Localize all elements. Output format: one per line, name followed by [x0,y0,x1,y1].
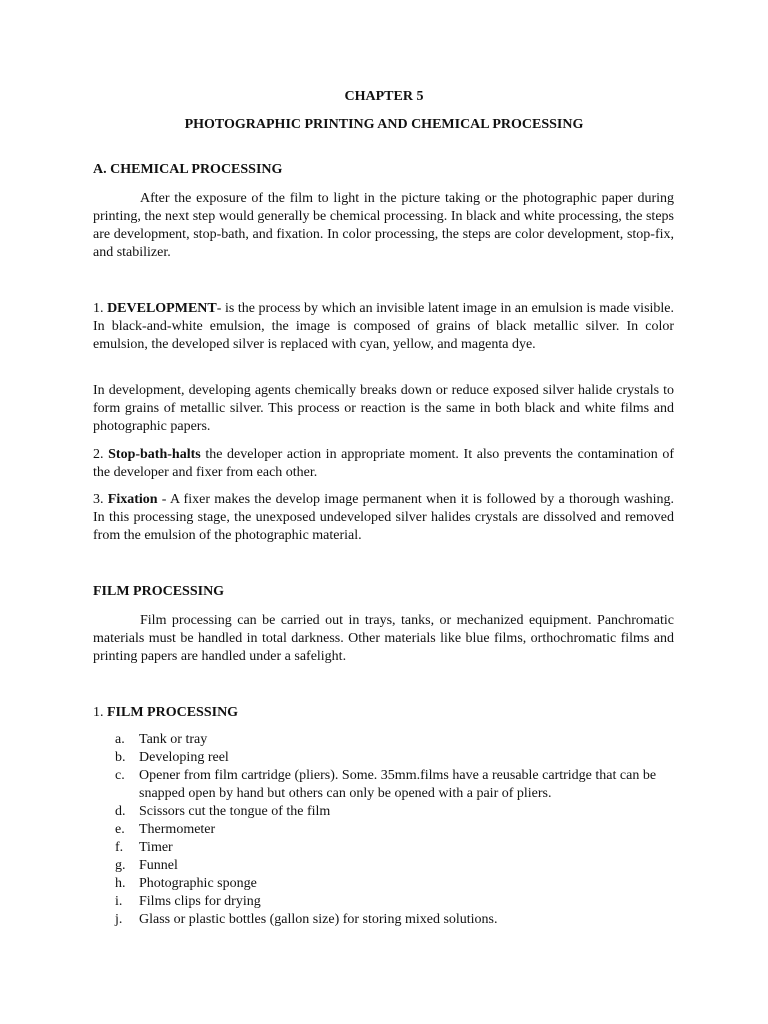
list-item-text: Films clips for drying [139,894,261,909]
list-item-text: Timer [139,840,173,855]
step-term: Stop-bath-halts [108,447,201,462]
list-item [93,731,674,749]
list-marker: c. [115,768,125,783]
list-item [93,803,674,821]
chemical-processing-intro: After the exposure of the film to light in the picture taking or the photographic paper during printing, the next step would generally be chemical processing. In black and white processing, the steps are development, stop-bath, and fixation. In color processing, the steps are color development, stop-fix, and stabilizer. [93,191,674,260]
list-item-text: Photographic sponge [139,876,257,891]
step-text: - A fixer makes the develop image permanent when it is followed by a thorough washing. In this processing stage, the unexposed undeveloped silver halides crystals are dissolved and removed from the emulsion of the photographic material. [93,492,674,543]
equipment-list [93,731,674,929]
step-fixation [93,491,674,545]
list-marker: d. [115,804,126,819]
list-item-text: Thermometer [139,822,216,837]
list-item [93,857,674,875]
list-marker: i. [115,894,123,909]
step-number: 2. [93,447,109,462]
list-item-text: Tank or tray [139,732,208,747]
list-item-text: Funnel [139,858,178,873]
step-term: DEVELOPMENT [107,301,217,316]
section-heading-chemical-processing: A. CHEMICAL PROCESSING [93,162,283,177]
list-marker: e. [115,822,125,837]
step-text: - is the process by which an invisible latent image in an emulsion is made visible. In black-and-white emulsion, the image is composed of grains of black metallic silver. In color emulsion, the developed silver is replaced with cyan, yellow, and magenta dye. [93,301,675,352]
step-text: the developer action in appropriate moment. It also prevents the contamination of the developer and fixer from each other. [93,447,674,480]
equipment-title: FILM PROCESSING [107,705,239,720]
chapter-title: PHOTOGRAPHIC PRINTING AND CHEMICAL PROCESSING [184,117,584,132]
list-item [93,821,674,839]
list-item [93,911,674,929]
section-heading-film-processing: FILM PROCESSING [93,584,225,599]
list-marker: h. [115,876,126,891]
step-number: 1. [93,301,108,316]
list-item [93,767,674,803]
film-processing-intro: Film processing can be carried out in trays, tanks, or mechanized equipment. Panchromatic materials must be handled in total darkness. Other materials like blue films, orthochromatic films and printing papers are handled under a safelight. [93,613,674,664]
list-marker: f. [115,840,124,855]
list-item-text: Opener from film cartridge (pliers). Some. 35mm.films have a reusable cartridge that can be snapped open by hand but others can only be opened with a pair of pliers. [139,768,657,801]
list-item [93,839,674,857]
step-term: Fixation [107,492,158,507]
chapter-label: CHAPTER 5 [344,89,424,104]
list-marker: a. [115,732,125,747]
list-marker: g. [115,858,126,873]
step-stop-bath [93,446,674,482]
list-item [93,875,674,893]
list-item [93,893,674,911]
list-marker: b. [115,750,126,765]
list-item-text: Developing reel [139,750,229,765]
list-item-text: Glass or plastic bottles (gallon size) for storing mixed solutions. [139,912,498,927]
development-extra-paragraph: In development, developing agents chemically breaks down or reduce exposed silver halide crystals to form grains of metallic silver. This process or reaction is the same in both black and white films and photographic papers. [93,383,674,434]
list-marker: j. [115,912,123,927]
equipment-heading [93,704,674,722]
step-development [93,300,674,354]
step-number: 3. [93,492,108,507]
list-item [93,749,674,767]
equipment-number: 1. [93,705,107,720]
list-item-text: Scissors cut the tongue of the film [139,804,331,819]
